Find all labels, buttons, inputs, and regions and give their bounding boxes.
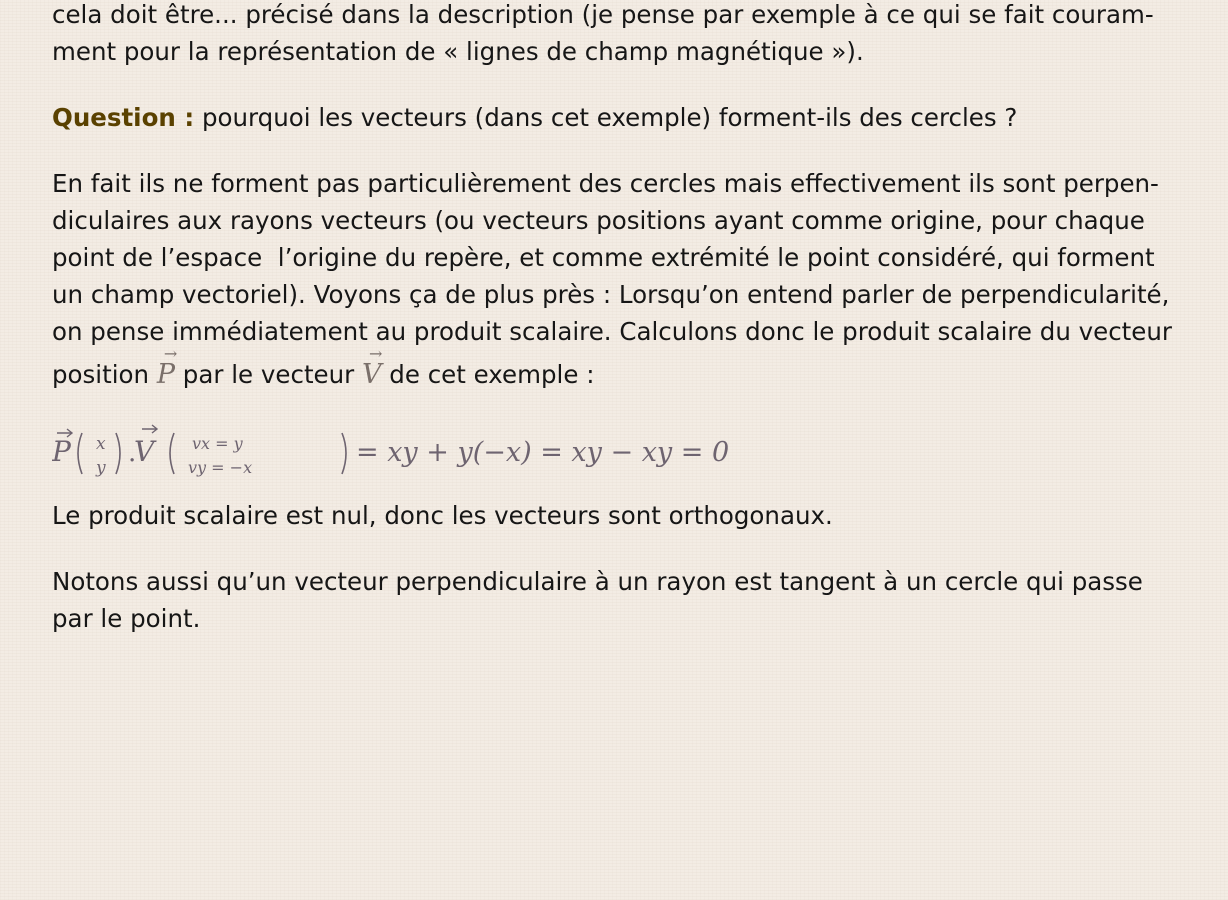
answer-line-6 <box>52 356 594 393</box>
de-cet-exemple-text: de cet exemple : <box>381 360 595 389</box>
answer-paragraph <box>52 165 1177 393</box>
eq-v-arrow <box>142 425 157 433</box>
eq-v-symbol: V <box>134 435 155 468</box>
position-word: position <box>52 360 157 389</box>
eq-paren-close-1 <box>116 433 120 474</box>
answer-line-3: point de l’espace l’origine du repère, et comme extrémité le point considéré, qui forment <box>52 243 1155 272</box>
dot-product-equation <box>52 411 1177 485</box>
eq-paren-open-2 <box>170 433 174 474</box>
answer-line-1: En fait ils ne forment pas particulièrement des cercles mais effectivement ils sont perpen- <box>52 169 1159 198</box>
eq-rhs: = xy + y(−x) = xy − xy = 0 <box>356 437 730 468</box>
eq-x: x <box>96 434 106 454</box>
note-line-2: par le point. <box>52 604 201 633</box>
eq-dot: . <box>128 438 137 468</box>
intro-line-2: ment pour la représentation de « lignes de champ magnétique »). <box>52 37 864 66</box>
answer-line-2: diculaires aux rayons vecteurs (ou vecteurs positions ayant comme origine, pour chaque <box>52 206 1145 235</box>
eq-paren-open-1 <box>78 433 82 474</box>
document-page <box>52 0 1177 666</box>
par-le-vecteur-text: par le vecteur <box>175 360 363 389</box>
result-paragraph: Le produit scalaire est nul, donc les vecteurs sont orthogonaux. <box>52 501 833 530</box>
eq-paren-close-2 <box>342 433 346 474</box>
intro-paragraph <box>52 0 1177 70</box>
eq-y: y <box>96 458 106 478</box>
question-paragraph <box>52 99 1177 136</box>
note-paragraph <box>52 563 1177 637</box>
vector-p-symbol: → P <box>157 356 175 393</box>
equation-graphic <box>52 411 752 485</box>
answer-line-5: on pense immédiatement au produit scalaire. Calculons donc le produit scalaire du vecteur <box>52 317 1172 346</box>
vector-v-symbol: → V <box>362 356 382 393</box>
intro-line-1: cela doit être... précisé dans la description (je pense par exemple à ce qui se fait couram- <box>52 0 1154 29</box>
eq-p-symbol: P <box>52 435 71 468</box>
eq-vx-row: vx = y <box>192 434 243 453</box>
note-line-1: Notons aussi qu’un vecteur perpendiculaire à un rayon est tangent à un cercle qui passe <box>52 567 1143 596</box>
question-label: Question : <box>52 103 195 132</box>
answer-line-4: un champ vectoriel). Voyons ça de plus près : Lorsqu’on entend parler de perpendicularité, <box>52 280 1170 309</box>
question-text: pourquoi les vecteurs (dans cet exemple) forment-ils des cercles ? <box>194 103 1018 132</box>
eq-vy-row: vy = −x <box>188 458 253 477</box>
